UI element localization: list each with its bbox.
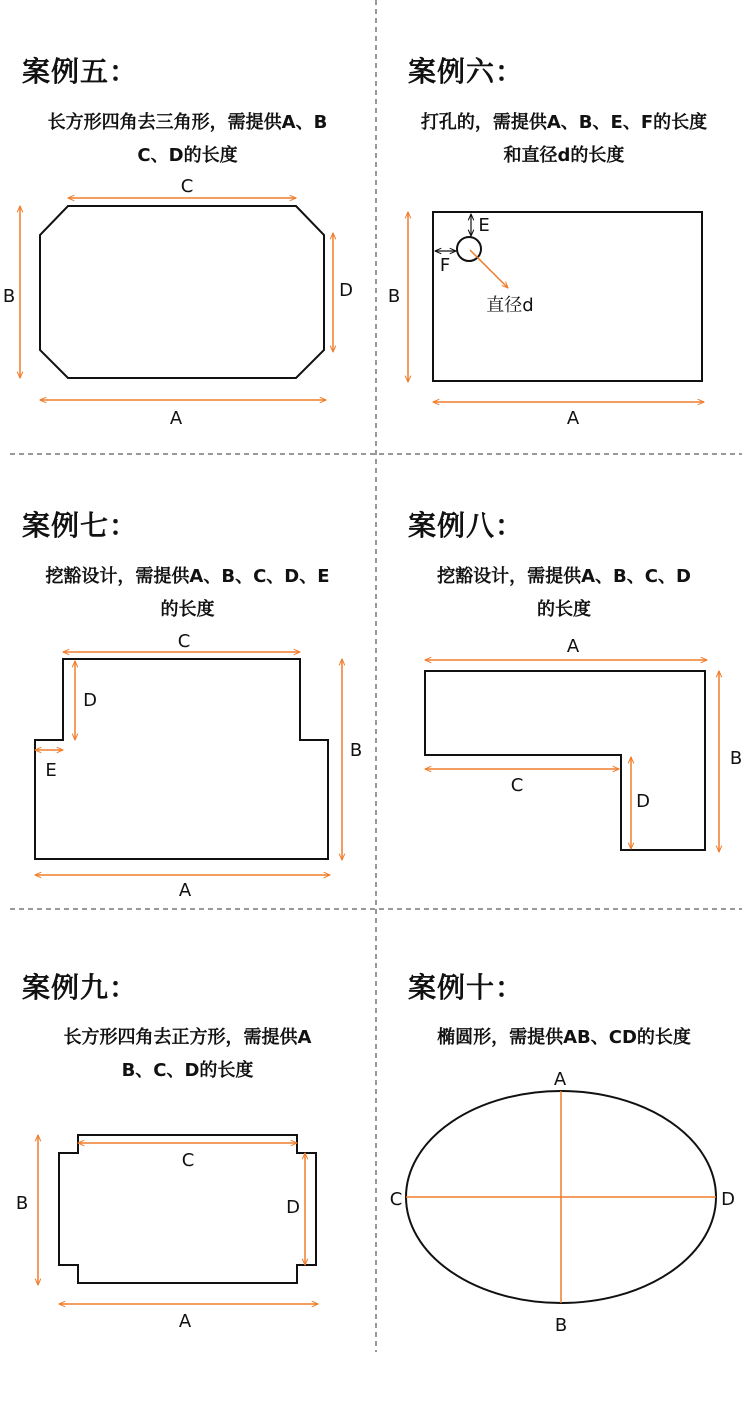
case-9-label-c: C [181,1150,195,1171]
case-7-shape [35,659,328,859]
case-5-desc-line-2: C、D的长度 [137,145,238,166]
case-9-label-d: D [286,1197,300,1218]
case-6-diagram [388,212,704,429]
case-6-label-f: F [439,255,451,276]
case-10-label-b: B [554,1315,568,1336]
case-7-label-b: B [349,740,363,761]
case-9-title: 案例九： [22,971,139,1004]
case-8-diagram [425,636,742,852]
case-5-label-b: B [2,286,16,307]
case-6-label-b: B [387,286,401,307]
case-8-label-c: C [510,775,524,796]
case-9-diagram [16,1135,318,1332]
case-8-title: 案例八： [408,509,525,542]
case-7-desc-line-2: 的长度 [160,599,215,620]
case-8-desc-line-1: 挖豁设计，需提供A、B、C、D [437,566,691,587]
case-5-shape [40,206,324,378]
case-10-label-c: C [389,1189,403,1210]
case-10-label-a: A [553,1069,567,1090]
case-6-label-e: E [478,215,490,236]
case-10-desc-line-1: 椭圆形，需提供AB、CD的长度 [437,1027,691,1048]
case-10-label-d: D [721,1189,735,1210]
case-7-diagram [35,631,362,901]
case-5-label-c: C [180,176,194,197]
case-6-label-a: A [566,408,580,429]
case-8-label-a: A [566,636,580,657]
case-5-diagram [3,176,353,429]
case-8-label-b: B [729,748,743,769]
case-10-diagram [390,1069,735,1336]
case-5-label-a: A [169,408,183,429]
case-10-title: 案例十： [408,971,525,1004]
case-7-label-a: A [178,880,192,901]
case-9-desc-line-2: B、C、D的长度 [121,1060,254,1081]
case-6-diameter-leader [470,250,508,288]
case-6-title: 案例六： [408,55,525,88]
case-5-label-d: D [339,280,353,301]
case-8-label-d: D [636,791,650,812]
case-7-label-d: D [83,690,97,711]
case-6-desc-line-2: 和直径d的长度 [503,145,625,166]
case-6-label-diameter: 直径d [486,295,534,316]
case-7-label-c: C [177,631,191,652]
case-5-title: 案例五： [22,55,139,88]
case-7-label-e: E [45,760,57,781]
case-7-desc-line-1: 挖豁设计，需提供A、B、C、D、E [45,566,330,587]
case-9-desc-line-1: 长方形四角去正方形，需提供A [63,1027,312,1048]
case-8-desc-line-2: 的长度 [537,599,591,620]
case-8-shape [425,671,705,850]
case-6-desc-line-1: 打孔的，需提供A、B、E、F的长度 [420,112,708,133]
case-9-label-a: A [178,1311,192,1332]
case-5-desc-line-1: 长方形四角去三角形，需提供A、B [47,112,328,133]
case-9-label-b: B [15,1193,29,1214]
case-7-title: 案例七： [22,509,139,542]
